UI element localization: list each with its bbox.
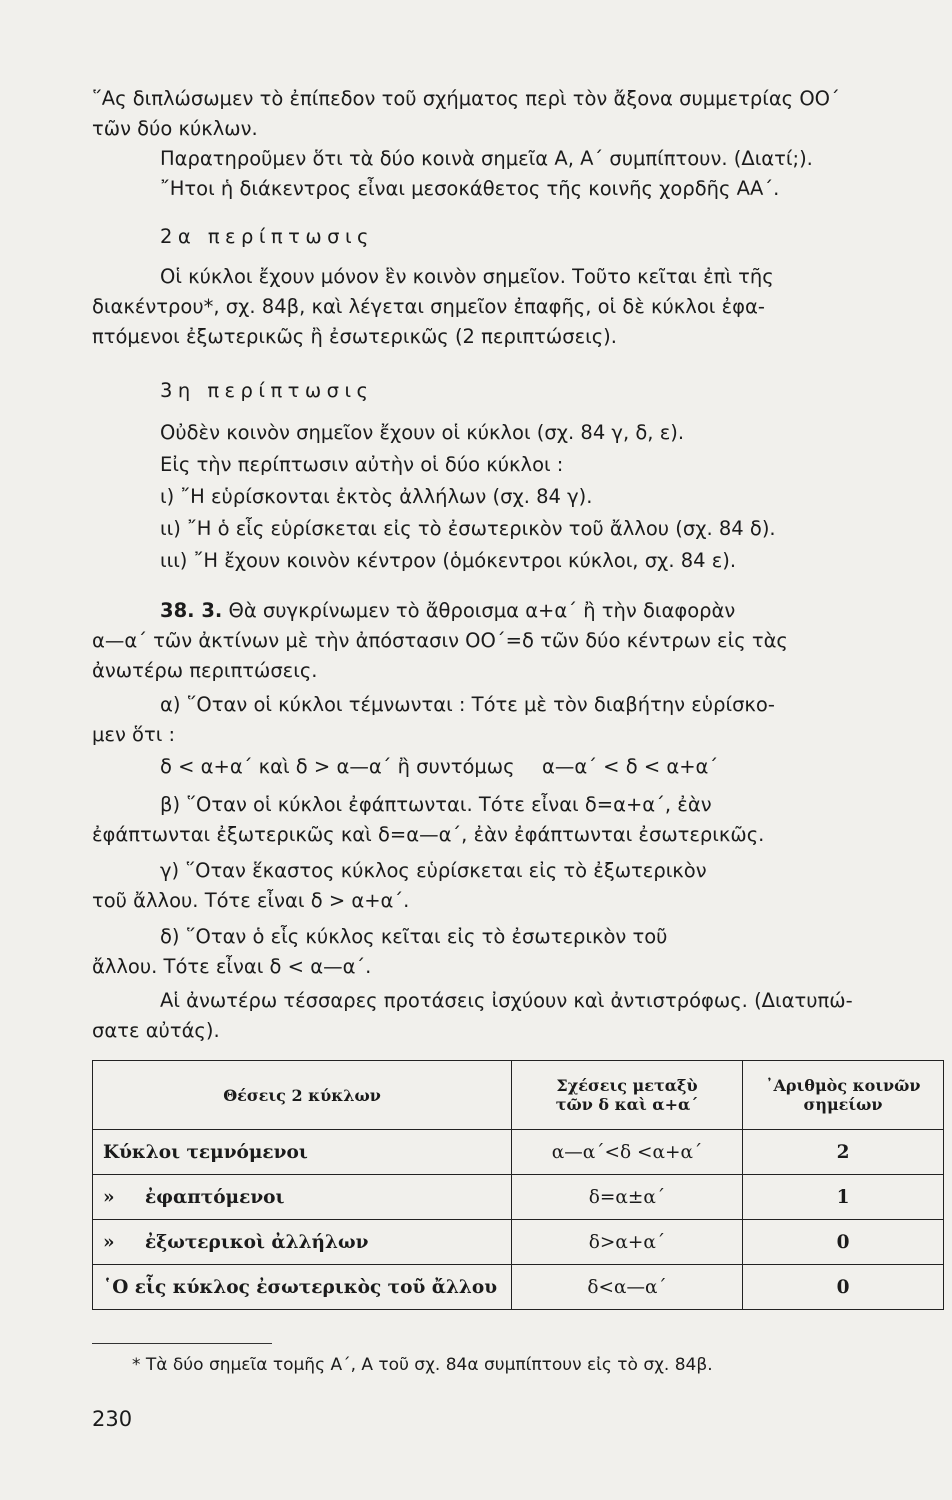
section-text: Θὰ συγκρίνωμεν τὸ ἄθροισμα α+α΄ ἢ τὴν διαφορὰν (228, 599, 736, 622)
page-number: 230 (92, 1407, 133, 1431)
text-line: Οὐδὲν κοινὸν σημεῖον ἔχουν οἱ κύκλοι (σχ. 84 γ, δ, ε). (160, 421, 685, 444)
section-38-3-line (0, 596, 952, 626)
footnote: * Τὰ δύο σημεῖα τομῆς Α΄, Α τοῦ σχ. 84α συμπίπτουν εἰς τὸ σχ. 84β. (132, 1355, 713, 1375)
table-row (93, 1220, 944, 1265)
cell-text: ἐφαπτόμενοι (145, 1186, 285, 1208)
text-line: μεν ὅτι : (92, 723, 176, 746)
footnote-rule (92, 1343, 272, 1344)
table-row (93, 1265, 944, 1310)
cell-text: ἐξωτερικοὶ ἀλλήλων (145, 1231, 369, 1253)
text-line: ἄλλου. Τότε εἶναι δ < α—α΄. (92, 955, 372, 978)
text-line: Παρατηροῦμεν ὅτι τὰ δύο κοινὰ σημεῖα Α, Α΄ συμπίπτουν. (Διατί;). (160, 147, 813, 170)
case-heading-3: 3η περίπτωσις (160, 379, 374, 402)
circle-relations-table (92, 1060, 944, 1310)
text-line: σατε αὐτάς). (92, 1019, 220, 1042)
text-line: α) ῞Οταν οἱ κύκλοι τέμνωνται : Τότε μὲ τὸν διαβήτην εὑρίσκο- (160, 693, 775, 716)
table-row (93, 1130, 944, 1175)
ditto-mark: » (103, 1186, 115, 1208)
ditto-mark: » (103, 1231, 115, 1253)
table-cell (93, 1220, 512, 1265)
text-line: Οἱ κύκλοι ἔχουν μόνον ἓν κοινὸν σημεῖον. Τοῦτο κεῖται ἐπὶ τῆς (160, 265, 774, 288)
text-line: διακέντρου*, σχ. 84β, καὶ λέγεται σημεῖον ἐπαφῆς, οἱ δὲ κύκλοι ἐφα- (92, 295, 765, 318)
text-line: β) ῞Οταν οἱ κύκλοι ἐφάπτωνται. Τότε εἶναι δ=α+α΄, ἐὰν (160, 793, 712, 816)
text-line: τῶν δύο κύκλων. (92, 117, 258, 140)
text-line: α—α΄ τῶν ἀκτίνων μὲ τὴν ἀπόστασιν ΟΟ΄=δ τῶν δύο κέντρων εἰς τὰς (92, 629, 788, 652)
table-row (93, 1175, 944, 1220)
case-heading-2: 2α περίπτωσις (160, 225, 374, 248)
header-line: τῶν δ καὶ α+α΄ (555, 1095, 699, 1114)
table-cell: δ>α+α΄ (512, 1220, 743, 1265)
header-line: ᾿Αριθμὸς κοινῶν (765, 1076, 921, 1095)
text-line: ῞Ας διπλώσωμεν τὸ ἐπίπεδον τοῦ σχήματος περὶ τὸν ἄξονα συμμετρίας ΟΟ΄ (92, 87, 840, 110)
text-line: ῎Ητοι ἡ διάκεντρος εἶναι μεσοκάθετος τῆς κοινῆς χορδῆς ΑΑ΄. (160, 177, 780, 200)
table-cell: δ<α—α΄ (512, 1265, 743, 1310)
inequality-right: α—α΄ < δ < α+α΄ (542, 755, 719, 778)
text-line: πτόμενοι ἐξωτερικῶς ἢ ἐσωτερικῶς (2 περιπτώσεις). (92, 325, 617, 348)
header-line: σημείων (803, 1095, 883, 1114)
list-item: ιι) ῎Η ὁ εἷς εὑρίσκεται εἰς τὸ ἐσωτερικὸν τοῦ ἄλλου (σχ. 84 δ). (160, 517, 776, 540)
table-cell: 0 (743, 1220, 944, 1265)
table-cell: Κύκλοι τεμνόμενοι (93, 1130, 512, 1175)
table-cell: δ=α±α΄ (512, 1175, 743, 1220)
text-line: ἀνωτέρω περιπτώσεις. (92, 659, 318, 682)
table-header-cell (512, 1061, 743, 1130)
text-line: Αἱ ἀνωτέρω τέσσαρες προτάσεις ἰσχύουν καὶ ἀντιστρόφως. (Διατυπώ- (160, 989, 853, 1012)
table-header-cell: Θέσεις 2 κύκλων (93, 1061, 512, 1130)
table-cell: 1 (743, 1175, 944, 1220)
header-line: Σχέσεις μεταξὺ (556, 1076, 698, 1095)
inequality-line (0, 752, 952, 782)
text-line: γ) ῞Οταν ἕκαστος κύκλος εὑρίσκεται εἰς τὸ ἐξωτερικὸν (160, 859, 707, 882)
table-cell: 2 (743, 1130, 944, 1175)
table-header-row (93, 1061, 944, 1130)
text-line: δ) ῞Οταν ὁ εἷς κύκλος κεῖται εἰς τὸ ἐσωτερικὸν τοῦ (160, 925, 668, 948)
inequality-left: δ < α+α΄ καὶ δ > α—α΄ ἢ συντόμως (160, 755, 515, 778)
list-item: ιιι) ῎Η ἔχουν κοινὸν κέντρον (ὁμόκεντροι κύκλοι, σχ. 84 ε). (160, 549, 737, 572)
table-cell: 0 (743, 1265, 944, 1310)
text-line: Εἰς τὴν περίπτωσιν αὐτὴν οἱ δύο κύκλοι : (160, 453, 564, 476)
list-item: ι) ῎Η εὑρίσκονται ἐκτὸς ἀλλήλων (σχ. 84 γ). (160, 485, 593, 508)
text-line: τοῦ ἄλλου. Τότε εἶναι δ > α+α΄. (92, 889, 410, 912)
section-number: 38. 3. (160, 599, 223, 622)
table-header-cell (743, 1061, 944, 1130)
text-line: ἐφάπτωνται ἐξωτερικῶς καὶ δ=α—α΄, ἐὰν ἐφάπτωνται ἐσωτερικῶς. (92, 823, 765, 846)
table-cell: α—α΄<δ <α+α΄ (512, 1130, 743, 1175)
table-cell: ῾Ο εἷς κύκλος ἐσωτερικὸς τοῦ ἄλλου (93, 1265, 512, 1310)
table-cell (93, 1175, 512, 1220)
